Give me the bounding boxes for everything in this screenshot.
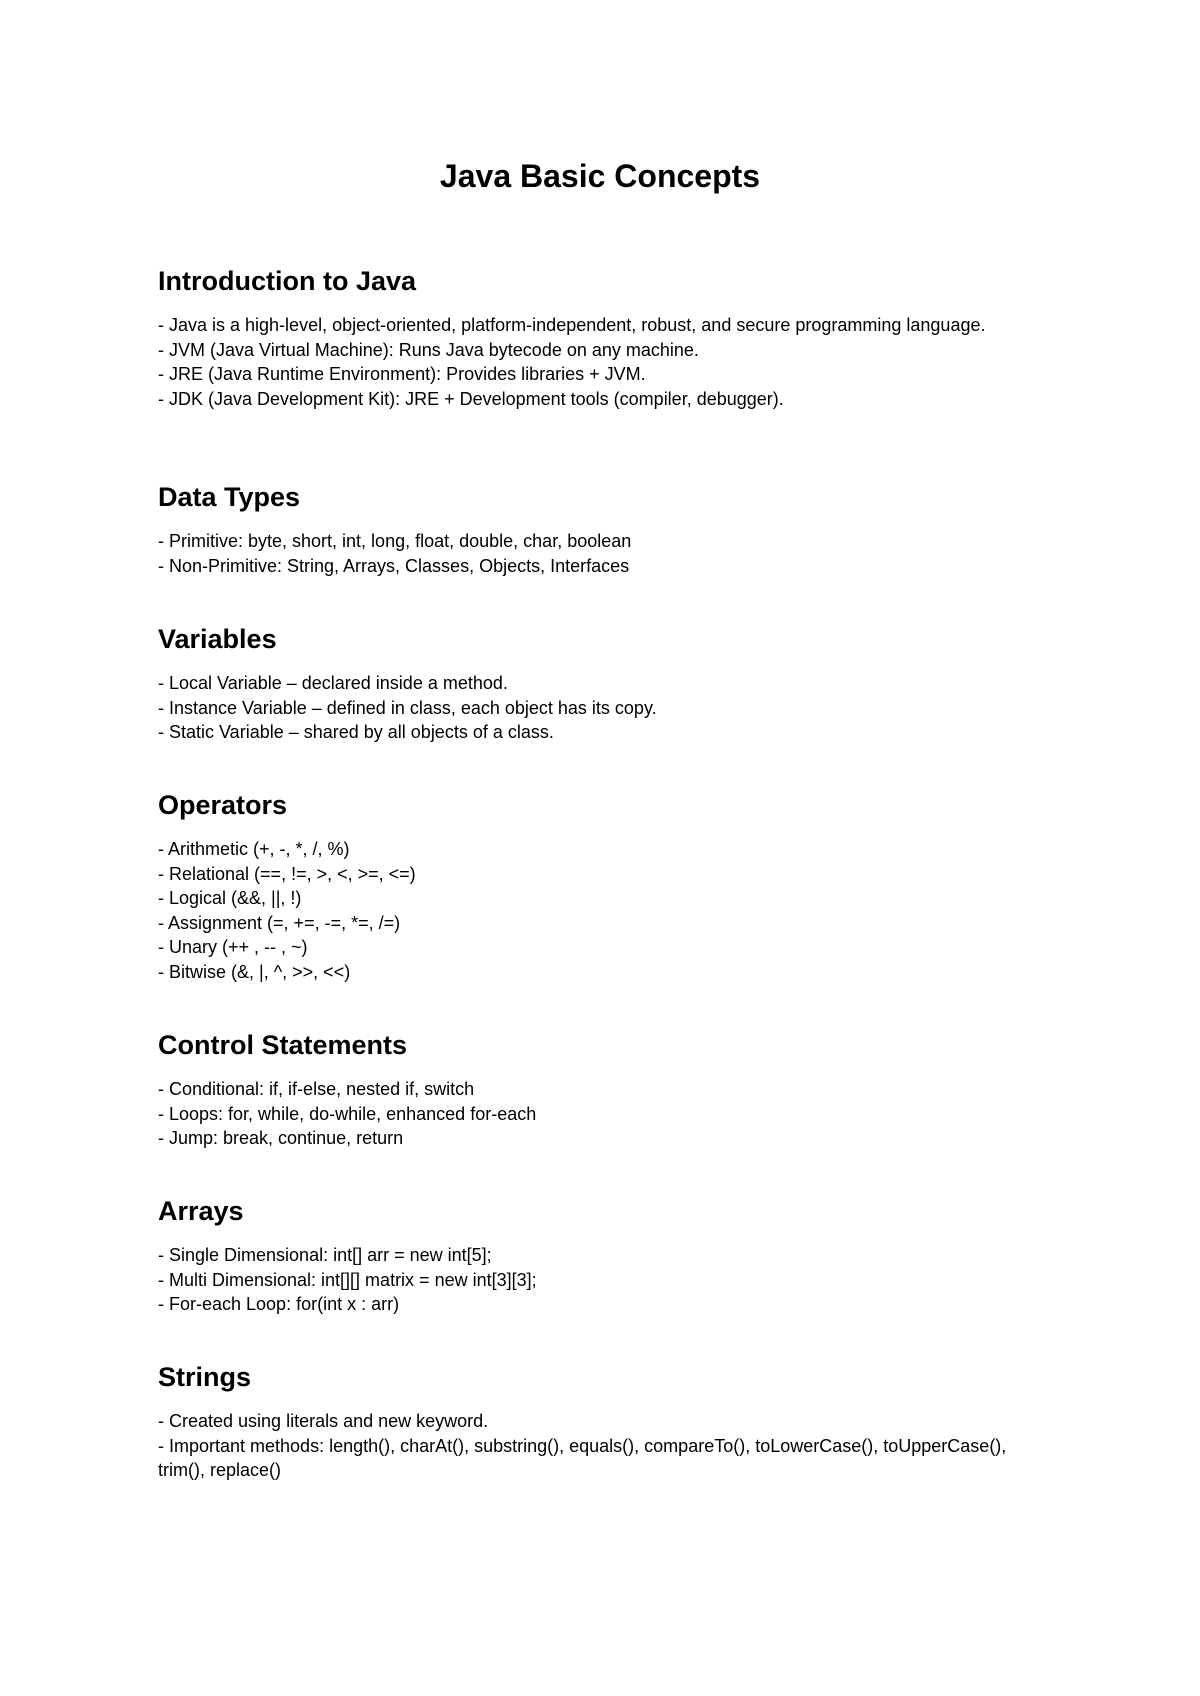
bullet-line: - Assignment (=, +=, -=, *=, /=) xyxy=(158,912,401,933)
bullet-line: - JRE (Java Runtime Environment): Provides libraries + JVM. xyxy=(158,364,646,384)
section-heading: Operators xyxy=(158,790,288,820)
section-strings xyxy=(158,1360,1038,1483)
bullet-line: - Java is a high-level, object-oriented, platform-independent, robust, and secure programming language. xyxy=(158,315,986,335)
bullet-line: - Unary (++ , -- , ~) xyxy=(158,937,308,957)
section-heading: Arrays xyxy=(158,1196,244,1226)
bullet-line: - Arithmetic (+, -, *, /, %) xyxy=(158,839,350,859)
section-heading: Control Statements xyxy=(158,1030,408,1060)
section-heading: Introduction to Java xyxy=(158,266,417,296)
document-title: Java Basic Concepts xyxy=(439,158,761,194)
bullet-line: - Jump: break, continue, return xyxy=(158,1128,404,1148)
bullet-line: - Multi Dimensional: int[][] matrix = new int[3][3]; xyxy=(158,1269,537,1290)
bullet-line: - Static Variable – shared by all objects of a class. xyxy=(158,722,554,742)
bullet-line: - Loops: for, while, do-while, enhanced for-each xyxy=(158,1103,537,1124)
bullet-line: - For-each Loop: for(int x : arr) xyxy=(158,1294,400,1314)
section-control-statements xyxy=(158,1028,1038,1151)
bullet-line: - Single Dimensional: int[] arr = new int[5]; xyxy=(158,1245,492,1265)
bullet-line: - Important methods: length(), charAt(), substring(), equals(), compareTo(), toLowerCase(), toUpperCase(), trim(), replace() xyxy=(158,1435,1007,1480)
section-arrays xyxy=(158,1194,1038,1317)
section-variables xyxy=(158,622,1038,745)
section-introduction-to-java xyxy=(158,264,1038,411)
section-data-types xyxy=(158,480,1038,578)
section-heading: Variables xyxy=(158,624,277,654)
section-heading: Strings xyxy=(158,1362,252,1392)
bullet-line: - Non-Primitive: String, Arrays, Classes, Objects, Interfaces xyxy=(158,555,630,576)
bullet-line: - Relational (==, !=, >, <, >=, <=) xyxy=(158,863,416,884)
bullet-line: - Logical (&&, ||, !) xyxy=(158,888,302,908)
bullet-line: - Created using literals and new keyword. xyxy=(158,1411,489,1431)
bullet-line: - Primitive: byte, short, int, long, float, double, char, boolean xyxy=(158,531,632,551)
section-heading: Data Types xyxy=(158,482,301,512)
bullet-line: - Bitwise (&, |, ^, >>, <<) xyxy=(158,961,351,982)
bullet-line: - JVM (Java Virtual Machine): Runs Java bytecode on any machine. xyxy=(158,339,699,360)
bullet-line: - JDK (Java Development Kit): JRE + Development tools (compiler, debugger). xyxy=(158,388,784,409)
bullet-line: - Conditional: if, if-else, nested if, switch xyxy=(158,1079,475,1099)
bullet-line: - Instance Variable – defined in class, each object has its copy. xyxy=(158,697,657,718)
bullet-line: - Local Variable – declared inside a method. xyxy=(158,673,508,693)
section-operators xyxy=(158,788,1038,984)
